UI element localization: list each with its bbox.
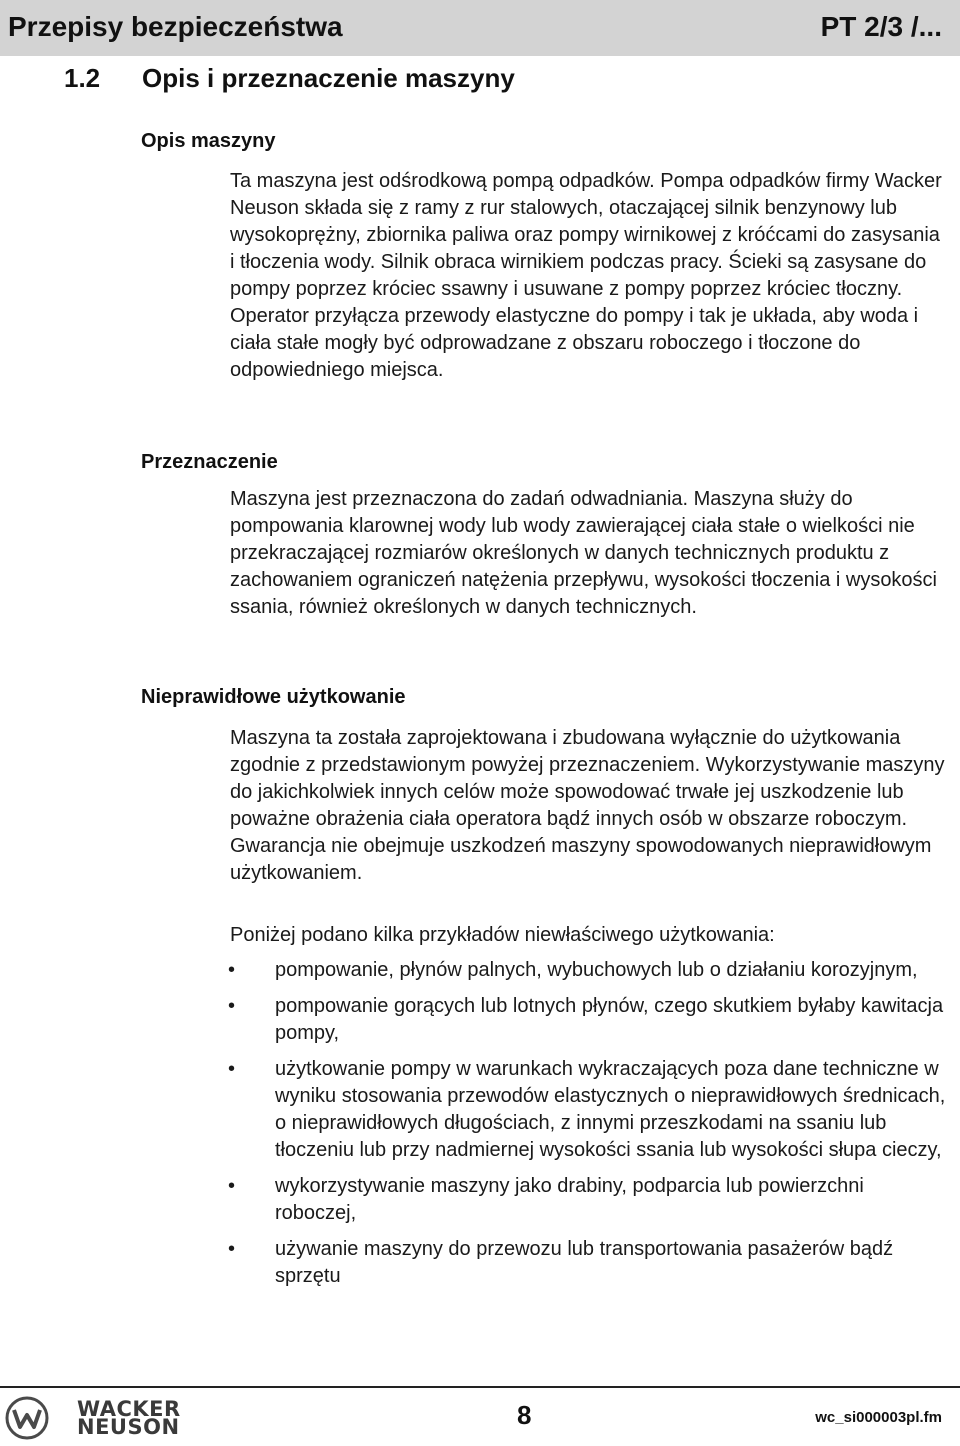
heading-nieprawidlowe-uzytkowanie: Nieprawidłowe użytkowanie <box>141 686 406 708</box>
list-item <box>228 1236 948 1290</box>
list-item-text: wykorzystywanie maszyny jako drabiny, podparcia lub powierzchni roboczej, <box>275 1175 864 1224</box>
section-title: Opis i przeznaczenie maszyny <box>142 63 515 93</box>
logo-line-2: NEUSON <box>77 1415 180 1439</box>
list-item-text: używanie maszyny do przewozu lub transportowania pasażerów bądź sprzętu <box>275 1238 894 1287</box>
logo-line-1: WACKER <box>77 1397 181 1421</box>
section-heading <box>64 63 515 94</box>
bullet: • <box>228 1238 236 1260</box>
bullet: • <box>228 995 236 1017</box>
list-item-text: użytkowanie pompy w warunkach wykraczających poza dane techniczne w wyniku stosowania przewodów elastycznych o nieprawidłowych średnicach, o nieprawidłowych długościach, z innymi przeszkodami na ssaniu lub tłoczeniu lub przy nadmiernej wysokości ssania lub wysokości słupa cieczy, <box>275 1058 946 1161</box>
list-item-text: pompowanie, płynów palnych, wybuchowych lub o działaniu korozyjnym, <box>275 959 918 981</box>
wacker-neuson-logo <box>5 1396 181 1440</box>
header-code: PT 2/3 /... <box>820 11 942 42</box>
bullet: • <box>228 1058 236 1080</box>
list-item <box>228 957 948 984</box>
heading-przeznaczenie: Przeznaczenie <box>141 451 278 473</box>
logo-wordmark <box>77 1397 181 1439</box>
misuse-list <box>228 957 948 1299</box>
header-title: Przepisy bezpieczeństwa <box>8 11 343 42</box>
footer-rule <box>0 1386 960 1388</box>
paragraph-nieprawidlowe-uzytkowanie: Maszyna ta została zaprojektowana i zbudowana wyłącznie do użytkowania zgodnie z przedstawionym powyżej przeznaczeniem. Wykorzystywanie maszyny do jakichkolwiek innych celów może spowodować trwałe jej uszkodzenie lub poważne obrażenia ciała operatora bądź innych osób w obszarze roboczym. Gwarancja nie obejmuje uszkodzeń maszyny spowodowanych nieprawidłowym użytkowaniem. <box>230 727 945 884</box>
paragraph-examples-intro: Poniżej podano kilka przykładów niewłaściwego użytkowania: <box>230 924 775 946</box>
list-item <box>228 993 948 1047</box>
section-number: 1.2 <box>64 63 101 93</box>
list-item <box>228 1173 948 1227</box>
paragraph-opis-maszyny: Ta maszyna jest odśrodkową pompą odpadków. Pompa odpadków firmy Wacker Neuson składa się z ramy z rur stalowych, otaczającej silnik benzynowy lub wysokoprężny, zbiornika paliwa oraz pompy wirnikowej z króćcami do zasysania i tłoczenia wody. Silnik obraca wirnikiem podczas pracy. Ścieki są zasysane do pompy poprzez króciec ssawny i usuwane z pompy poprzez króciec tłoczny. Operator przyłącza przewody elastyczne do pompy i tak je układa, aby woda i ciała stałe mogły być odprowadzane z obszaru roboczego i tłoczone do odpowiedniego miejsca. <box>230 170 942 381</box>
list-item <box>228 1056 948 1164</box>
file-name: wc_si000003pl.fm <box>815 1409 942 1426</box>
paragraph-przeznaczenie: Maszyna jest przeznaczona do zadań odwadniania. Maszyna służy do pompowania klarownej wody lub wody zawierającej ciała stałe o wielkości nie przekraczającej rozmiarów określonych w danych technicznych produktu z zachowaniem ograniczeń natężenia przepływu, wysokości tłoczenia i wysokości ssania, również określonych w danych technicznych. <box>230 488 938 618</box>
list-item-text: pompowanie gorących lub lotnych płynów, czego skutkiem byłaby kawitacja pompy, <box>275 995 944 1044</box>
bullet: • <box>228 959 236 981</box>
bullet: • <box>228 1175 236 1197</box>
header-bar <box>0 0 960 56</box>
wacker-neuson-emblem-icon <box>5 1396 49 1440</box>
page-number: 8 <box>517 1400 532 1430</box>
heading-opis-maszyny: Opis maszyny <box>141 130 276 152</box>
